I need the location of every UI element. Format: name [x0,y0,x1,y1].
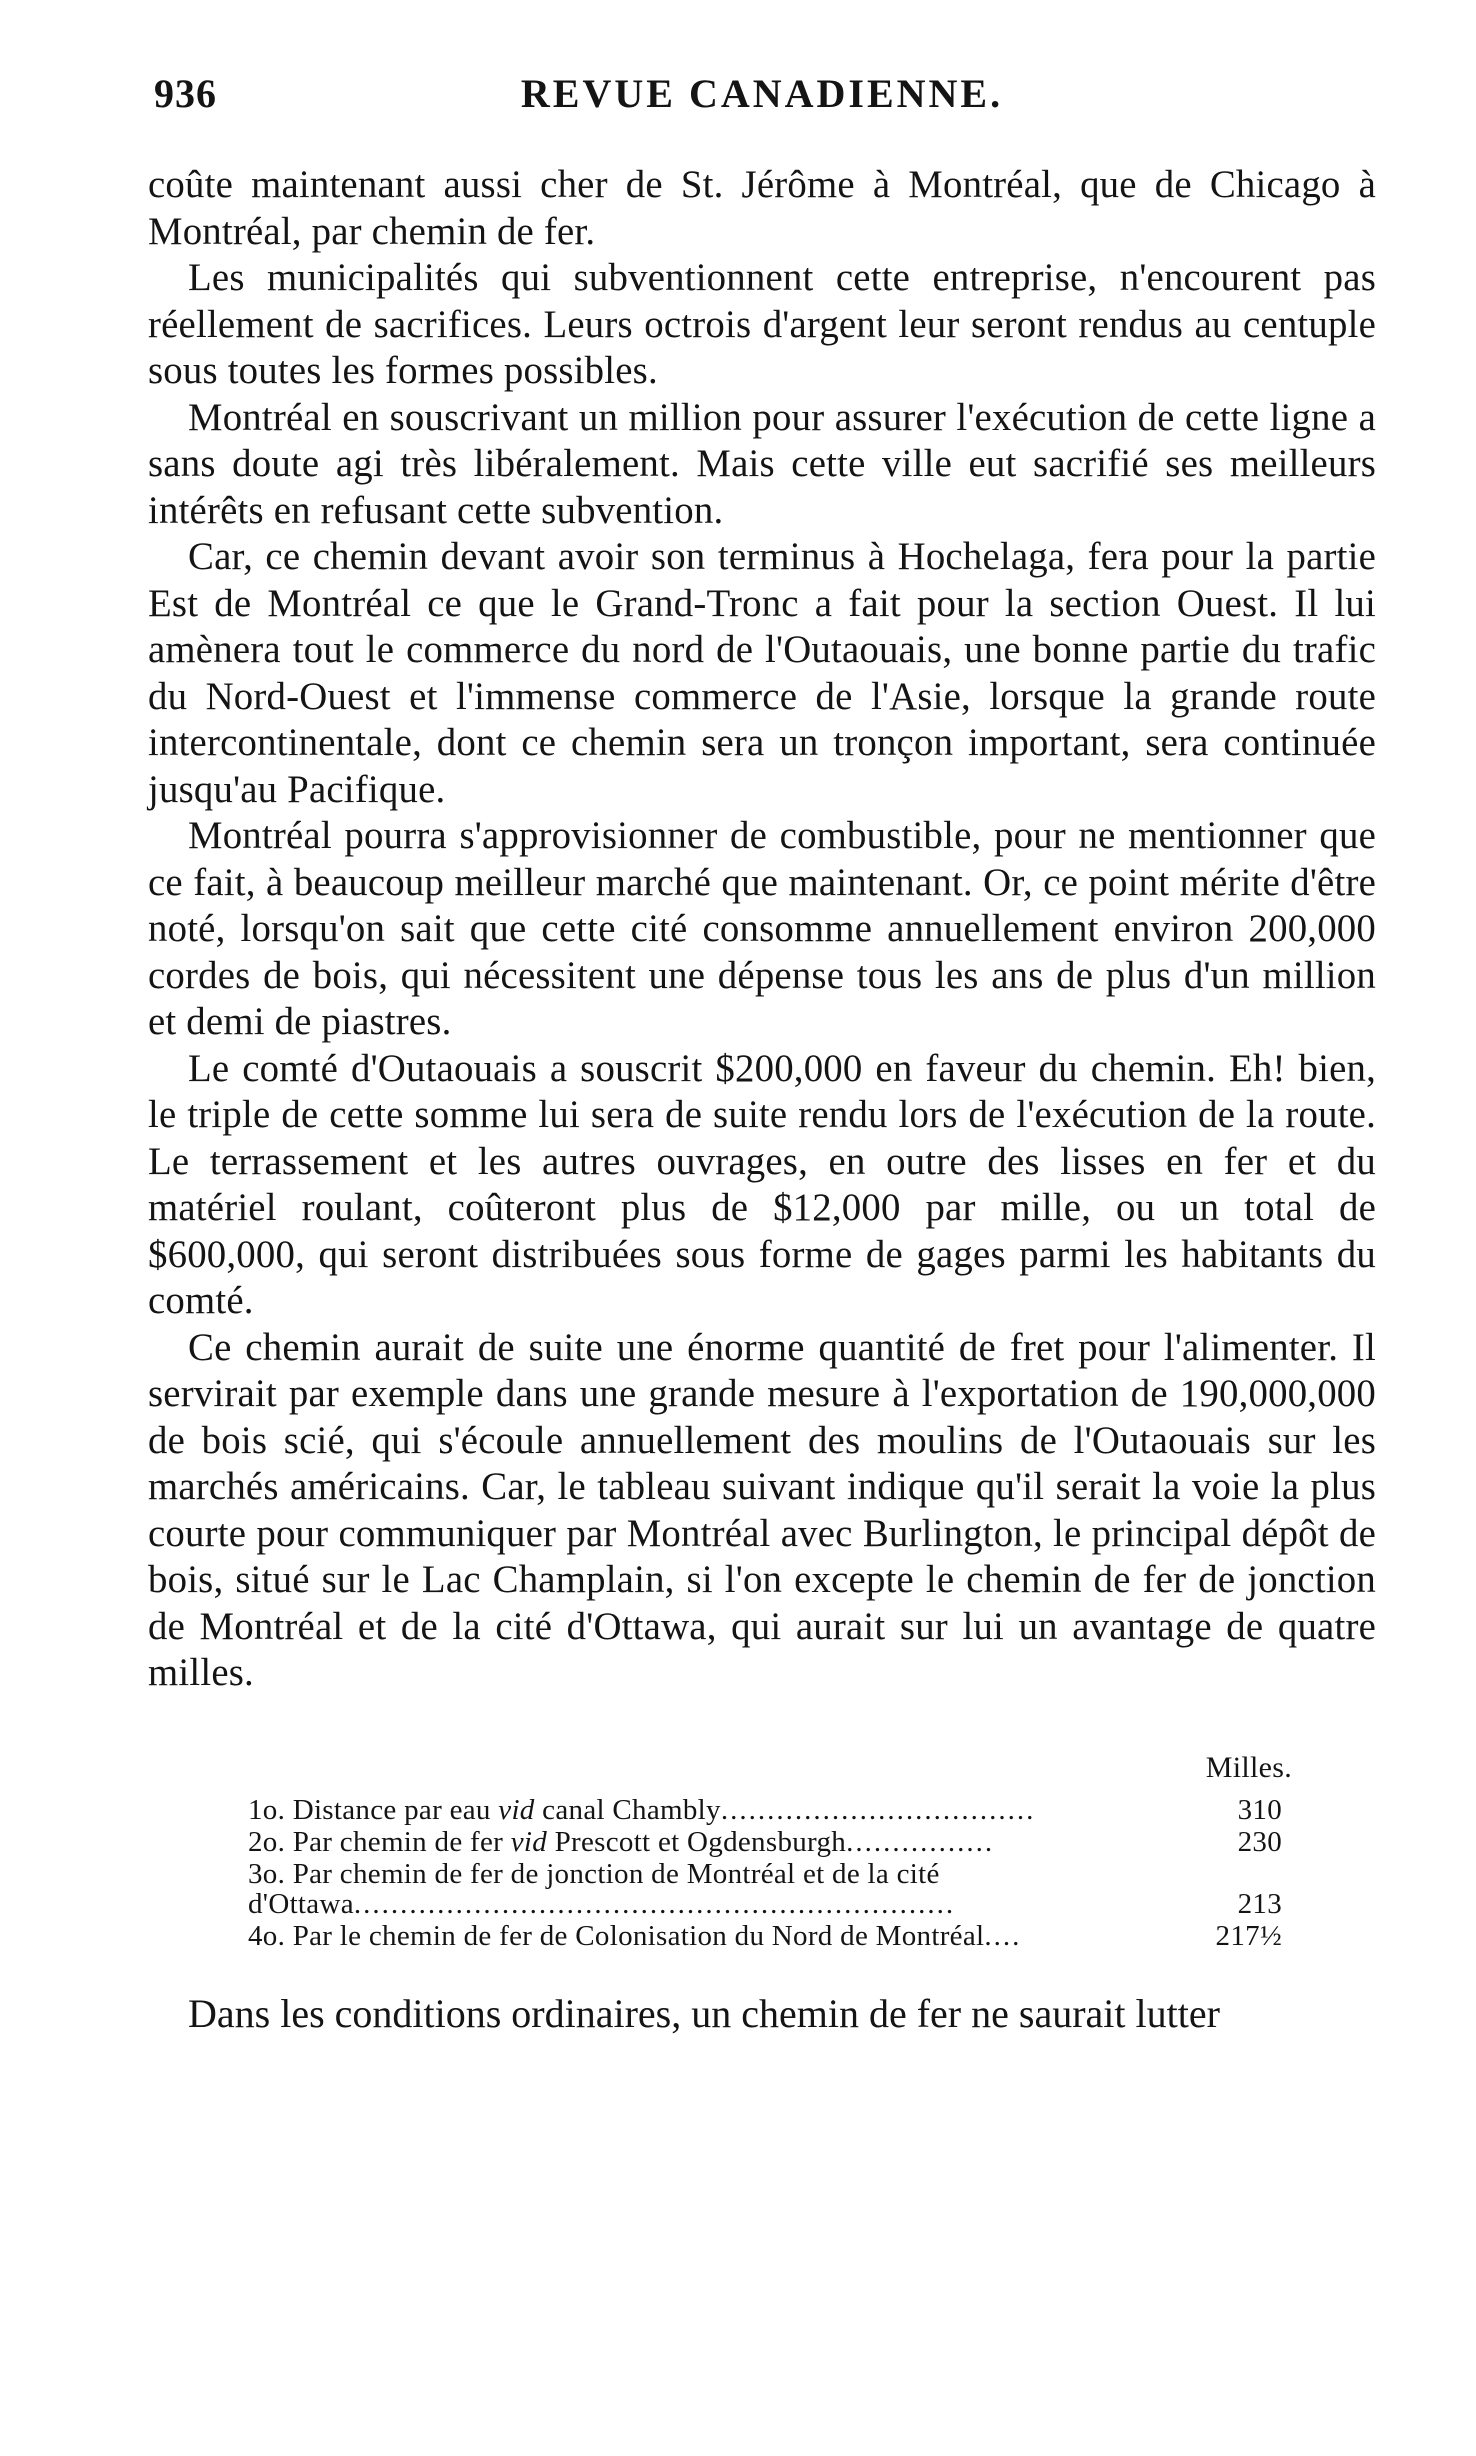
distance-row-value: 217½ [1215,1919,1282,1952]
distance-row [248,1859,1376,1919]
running-head [148,70,1376,130]
paragraph-hochelaga: Car, ce chemin devant avoir son terminus à Hochelaga, fera pour la partie Est de Montréal ce que le Grand-Tronc a fait pour la section Ouest. Il lui amènera tout le commerce du nord de l'Outaouais, une bonne partie du trafic du Nord-Ouest et l'immense commerce de l'Asie, lorsque la grande route intercontinentale, dont ce chemin sera un tronçon important, sera continuée jusqu'au Pacifique. [148,535,1376,811]
closing-line: Dans les conditions ordinaires, un chemin de fer ne saurait lutter [188,1990,1220,2036]
book-page [148,70,1376,2077]
paragraph-comte-outaouais: Le comté d'Outaouais a souscrit $200,000 en faveur du chemin. Eh! bien, le triple de cette somme lui sera de suite rendu lors de l'exécution de la route. Le terrassement et les autres ouvrages, en outre des lisses en fer et du matériel roulant, coûteront plus de $12,000 par mille, ou un total de $600,000, qui seront distribuées sous forme de gages parmi les habitants du comté. [148,1046,1376,1322]
paragraph-fret: Ce chemin aurait de suite une énorme quantité de fret pour l'alimenter. Il servirait par exemple dans une grande mesure à l'exportation de 190,000,000 de bois scié, qui s'écoule annuellement des moulins de l'Outaouais sur les marchés américains. Car, le tableau suivant indique qu'il serait la voie la plus courte pour communiquer par Montréal avec Burlington, le principal dépôt de bois, situé sur le Lac Champlain, si l'on excepte le chemin de fer de jonction de Montréal et de la cité d'Ottawa, qui aurait sur lui un avantage de quatre milles. [148,1325,1376,1694]
journal-title: REVUE CANADIENNE. [520,71,1004,116]
distance-row-label: 4o. Par le chemin de fer de Colonisation du Nord de Montréal.... [248,1919,1022,1952]
distance-row-value: 213 [1237,1887,1282,1920]
distance-row-value: 230 [1237,1825,1282,1858]
paragraph-continued: coûte maintenant aussi cher de St. Jérôme à Montréal, que de Chicago à Montréal, par chemin de fer. [148,163,1376,253]
distance-row [248,1795,1376,1825]
distance-table [148,1750,1376,1952]
distance-row-label: 2o. Par chemin de fer vid Prescott et Ogdensburgh................ [248,1825,995,1858]
distance-row-label: 1o. Distance par eau vid canal Chambly.................................. [248,1793,1036,1826]
paragraph-municipalites: Les municipalités qui subventionnent cette entreprise, n'encourent pas réellement de sacrifices. Leurs octrois d'argent leur seront rendus au centuple sous toutes les formes possibles. [148,256,1376,392]
distance-row [248,1921,1376,1951]
distance-row-label: 3o. Par chemin de fer de jonction de Montréal et de la cité d'Ottawa................................................................. [248,1857,956,1920]
page-number: 936 [154,71,217,116]
paragraph-montreal-million: Montréal en souscrivant un million pour assurer l'exécution de cette ligne a sans doute agi très libéralement. Mais cette ville eut sacrifié ses meilleurs intérêts en refusant cette subvention. [148,395,1376,532]
paragraph-combustible: Montréal pourra s'approvisionner de combustible, pour ne mentionner que ce fait, à beaucoup meilleur marché que maintenant. Or, ce point mérite d'être noté, lorsqu'on sait que cette cité consomme annuellement environ 200,000 cordes de bois, qui nécessitent une dépense tous les ans de plus d'un million et demi de piastres. [148,814,1376,1043]
distance-row-value: 310 [1237,1793,1282,1826]
miles-column-header: Milles. [1205,1750,1292,1784]
distance-row [248,1827,1376,1857]
body-text [148,162,1376,1697]
